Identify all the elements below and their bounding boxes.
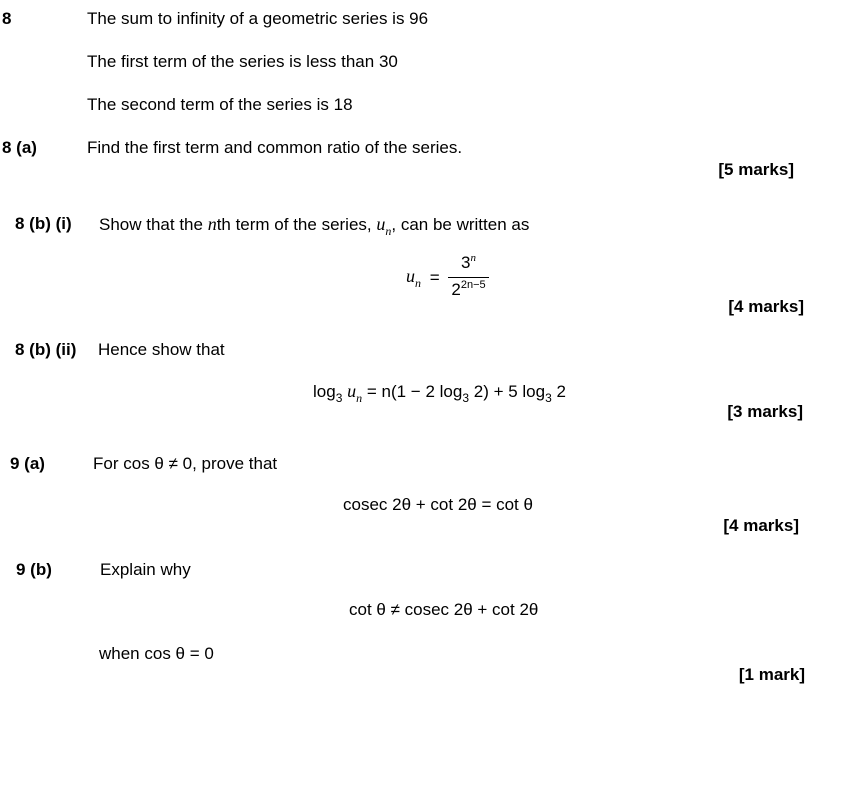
q9b-equation: cot θ ≠ cosec 2θ + cot 2θ [349,600,539,619]
q9a-condition: cos θ ≠ 0 [123,454,193,473]
eq-fraction: $\frac{3^n}{2^{2n-5}}$ [448,252,488,303]
q9a-label: 9 (a) [10,454,45,473]
q8-intro-line-2: The first term of the series is less than 30 [87,52,398,71]
q8bii-label: 8 (b) (ii) [15,340,77,359]
q8bi-label: 8 (b) (i) [15,214,72,233]
q9a-equation: cosec 2θ + cot 2θ = cot θ [343,495,533,514]
q9a-text: For cos θ ≠ 0, prove that [93,454,278,473]
q8bi-text: Show that the nth term of the series, $u_n$, can be written as [99,214,530,238]
q8bii-text: Hence show that [98,340,225,359]
q8bi-marks: [4 marks] [728,297,804,316]
q8a-marks: [5 marks] [718,160,794,179]
q8-intro-line-3: The second term of the series is 18 [87,95,353,114]
q9a-marks: [4 marks] [723,516,799,535]
q9b-text: Explain why [100,560,191,579]
q8bii-equation: $\log_3 u_n = n(1 - 2$ $\log_3 2) + 5$ $\log_3 2$ [313,381,566,405]
q8a-label: 8 (a) [2,138,37,157]
q8a-text: Find the first term and common ratio of the series. [87,138,463,157]
q8bii-marks: [3 marks] [727,402,803,421]
question-number-8: 8 [2,9,12,28]
q9b-label: 9 (b) [16,560,52,579]
q9b-marks: [1 mark] [738,665,805,684]
q8bi-equation: $u_n$ = $\frac{3^n}{2^{2n-5}}$ [406,252,489,303]
q8-intro-line-1: The sum to infinity of a geometric series is 96 [87,9,429,28]
q9b-when: when cos θ = 0 [99,644,214,663]
q9b-condition: cos θ = 0 [144,644,214,663]
eq-lhs-u: u [406,265,415,286]
